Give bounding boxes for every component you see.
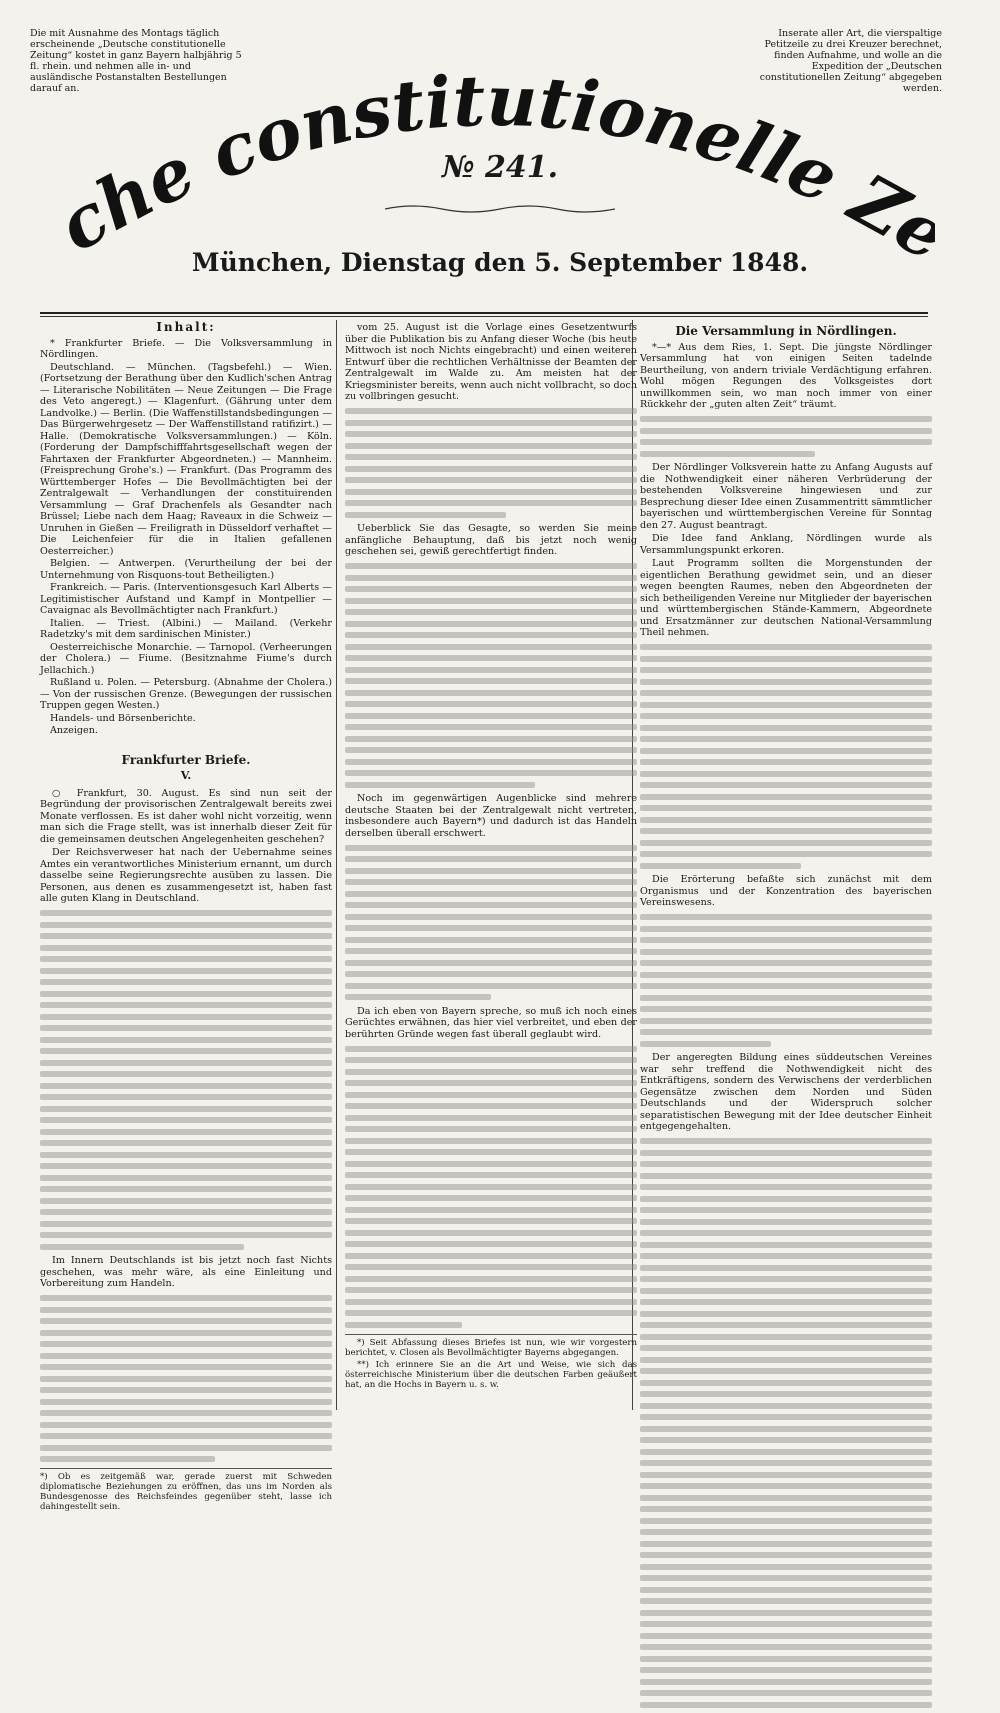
- paragraph: Da ich eben von Bayern spreche, so muß ich noch eines Gerüchtes erwähnen, das hier viel verbreitet, und eben der berührten Gründe wegen fast überall geglaubt wird.: [345, 1005, 637, 1040]
- paragraph: Im Innern Deutschlands ist bis jetzt noch fast Nichts geschehen, was mehr wäre, als eine Einleitung und Vorbereitung zum Handeln.: [40, 1255, 332, 1289]
- contents-entry: Rußland u. Polen. — Petersburg. (Abnahme der Cholera.) — Von der russischen Grenze. (Bewegungen der russischen Truppen gegen Westen.): [40, 677, 332, 711]
- contents-entry: Frankreich. — Paris. (Interventionsgesuch Karl Alberts — Legitimistischer Aufstand und Kampf in Montpellier — Cavaignac als Bevollmächtigter nach Frankfurt.): [40, 582, 332, 616]
- contents-entry: * Frankfurter Briefe. — Die Volksversammlung in Nördlingen.: [40, 337, 332, 360]
- column-middle: [345, 322, 637, 1392]
- subscription-notice: Die mit Ausnahme des Montags täglich erscheinende „Deutsche constitutionelle Zeitung“ kostet in ganz Bayern halbjährig 5 fl. rhein. und nehmen alle in- und ausländische Postanstalten Bestellungen darauf an.: [30, 28, 242, 94]
- advertising-notice: Inserate aller Art, die vierspaltige Petitzeile zu drei Kreuzer berechnet, finden Aufnahme, und wolle an die Expedition der „Deutschen constitutionellen Zeitung“ abgegeben werden.: [759, 28, 942, 94]
- contents-entry: Deutschland. — München. (Tagsbefehl.) — Wien. (Fortsetzung der Berathung über den Kudlich'schen Antrag — Literarische Nobilitäten — Neue Zeitungen — Die Frage des Veto angeregt.) — Klagenfurt. (Gährung unter dem Landvolke.) — Berlin. (Die Waffenstillstandsbedingungen — Das Bürgerwehrgesetz — Der Waffenstillstand ratifizirt.) — Halle. (Demokratische Volksversammlungen.) — Köln. (Forderung der Dampfschifffahrtsgesellschaft wegen der Fahrtaxen der Frankfurter Abgeordneten.) — Mannheim. (Freisprechung Grohe's.) — Frankfurt. (Das Programm des Württemberger Hofes — Die Bevollmächtigten bei der Zentralgewalt — Verhandlungen der constituirenden Versammlung — Graf Drachenfels als Gesandter nach Brüssel; Liebe nach dem Haag; Raveaux in die Schweiz — Unruhen in Gießen — Freiligrath in Düsseldorf verhaftet — Die Leichenfeier für die in Italien gefallenen Oesterreicher.): [40, 361, 332, 557]
- contents-entry: Belgien. — Antwerpen. (Verurtheilung der bei der Unternehmung von Risquons-tout Betheiligten.): [40, 558, 332, 581]
- text-lines-placeholder: [640, 1138, 932, 1708]
- dateline: München, Dienstag den 5. September 1848.: [191, 248, 809, 277]
- paragraph: Der angeregten Bildung eines süddeutschen Vereines war sehr treffend die Nothwendigkeit nicht des Entkräftigens, sondern des Verwischens der verderblichen Gegensätze zwischen dem Norden und Süden Deutschlands und der Widerspruch solcher separatistischen Bewegung mit der Idee deutscher Einheit entgegengehalten.: [640, 1052, 932, 1132]
- text-lines-placeholder: [640, 416, 932, 457]
- text-lines-placeholder: [345, 408, 637, 518]
- paragraph: Der Reichsverweser hat nach der Uebernahme seines Amtes ein verantwortliches Ministerium ernannt, um durch dasselbe seine Regierungsrechte ausüben zu lassen. Die Personen, aus denen es zusammengesetzt ist, haben fast alle guten Klang in Deutschland.: [40, 847, 332, 904]
- paragraph: *—* Aus dem Ries, 1. Sept. Die jüngste Nördlinger Versammlung hat von einigen Seiten tadelnde Beurtheilung, von andern triviale Verdächtigung erfahren. Wohl mögen Regungen des Volksgeistes dort unwillkommen sein, wo man noch immer von einer Rückkehr der „guten alten Zeit“ träumt.: [640, 341, 932, 410]
- contents-entry: Handels- und Börsenberichte.: [50, 712, 196, 724]
- contents-title: Inhalt:: [156, 320, 216, 334]
- article-number: V.: [180, 769, 192, 782]
- masthead-title: he constitutionelle Z: [83, 58, 922, 255]
- text-lines-placeholder: [345, 563, 637, 788]
- paragraph: vom 25. August ist die Vorlage eines Gesetzentwurfs über die Publikation bis zu Anfang dieser Woche (bis heute Mittwoch ist noch Nichts eingebracht) und einen weiteren Entwurf über die rechtlichen Verhältnisse der Beamten der Zentralgewalt im Walde zu. Am meisten hat der Kriegsminister bereits, wenn auch nicht vollbracht, so doch zu vollbringen gesucht.: [345, 322, 637, 402]
- text-lines-placeholder: [640, 644, 932, 869]
- contents-entry: Anzeigen.: [50, 725, 98, 736]
- ornament-divider: [385, 203, 615, 215]
- text-lines-placeholder: [40, 910, 332, 1250]
- paragraph: Die Idee fand Anklang, Nördlingen wurde als Versammlungspunkt erkoren.: [640, 533, 932, 556]
- column-left: [40, 322, 332, 1512]
- issue-number: № 241.: [441, 150, 559, 185]
- paragraph: Der Nördlinger Volksverein hatte zu Anfang Augusts auf die Nothwendigkeit einer näheren Verbrüderung der bestehenden Volksvereine hingewiesen und zur Besprechung dieser Idee einen Zusammentritt sämmtlicher bayerischen und württembergischen Vereine für Sonntag den 27. August beantragt.: [640, 462, 932, 531]
- article-continuation: [345, 322, 637, 1390]
- paragraph: ○ Frankfurt, 30. August. Es sind nun seit der Begründung der provisorischen Zentralgewalt bereits zwei Monate verflossen. Es ist daher wohl nicht vorzeitig, wenn man sich die Frage stellt, was ist innerhalb dieser Zeit für die gemeinsamen deutschen Angelegenheiten geschehen?: [40, 787, 332, 845]
- contents-entry: Italien. — Triest. (Albini.) — Mailand. (Verkehr Radetzky's mit dem sardinischen Minister.): [40, 617, 332, 640]
- paragraph: Noch im gegenwärtigen Augenblicke sind mehrere deutsche Staaten bei der Zentralgewalt nicht vertreten, insbesondere auch Bayern*) und dadurch ist das Handeln derselben überall erschwert.: [345, 793, 637, 839]
- paragraph: Laut Programm sollten die Morgenstunden der eigentlichen Berathung gewidmet sein, und an dieser wegen beengten Raumes, neben den Abgeordneten der sich betheiligenden Vereine nur Mitglieder der bayerischen und württembergischen Stände-Kammern, Abgeordnete und Ersatzmänner zur deutschen National-Versammlung Theil nehmen.: [640, 558, 932, 638]
- article-body: [640, 342, 932, 1708]
- footnote: *) Seit Abfassung dieses Briefes ist nun, wie wir vorgestern berichtet, v. Closen als Bevollmächtigter Bayerns abgegangen.: [345, 1337, 637, 1358]
- article-title: Frankfurter Briefe.: [121, 752, 251, 767]
- header-rule-thin: [40, 316, 928, 317]
- article-title: Die Versammlung in Nördlingen.: [675, 324, 897, 338]
- column-divider: [336, 320, 337, 1410]
- footnote: **) Ich erinnere Sie an die Art und Weise, wie sich das österreichische Ministerium über die deutschen Farben geäußert hat, an die Hochs in Bayern u. s. w.: [345, 1359, 637, 1390]
- paragraph: Die Erörterung befaßte sich zunächst mit dem Organismus und der Konzentration des bayerischen Vereinswesens.: [640, 874, 932, 908]
- footnotes: [345, 1334, 637, 1390]
- table-of-contents: [40, 322, 332, 737]
- header-rule: [40, 312, 928, 314]
- article-body: [40, 788, 332, 1513]
- paragraph: Ueberblick Sie das Gesagte, so werden Sie meine anfängliche Behauptung, daß bis jetzt noch wenig geschehen sei, gewiß gerechtfertigt finden.: [345, 523, 637, 557]
- column-right: [640, 322, 932, 1713]
- text-lines-placeholder: [640, 914, 932, 1047]
- text-lines-placeholder: [345, 1046, 637, 1328]
- text-lines-placeholder: [40, 1295, 332, 1462]
- footnote: *) Ob es zeitgemäß war, gerade zuerst mit Schweden diplomatische Beziehungen zu eröffnen, das uns im Norden als Bundesgenosse des Reichsfeindes gegenüber steht, lasse ich dahingestellt sein.: [40, 1468, 332, 1512]
- contents-entry: Oesterreichische Monarchie. — Tarnopol. (Verheerungen der Cholera.) — Fiume. (Besitznahme Fiume's durch Jellachich.): [40, 641, 332, 676]
- text-lines-placeholder: [345, 845, 637, 1001]
